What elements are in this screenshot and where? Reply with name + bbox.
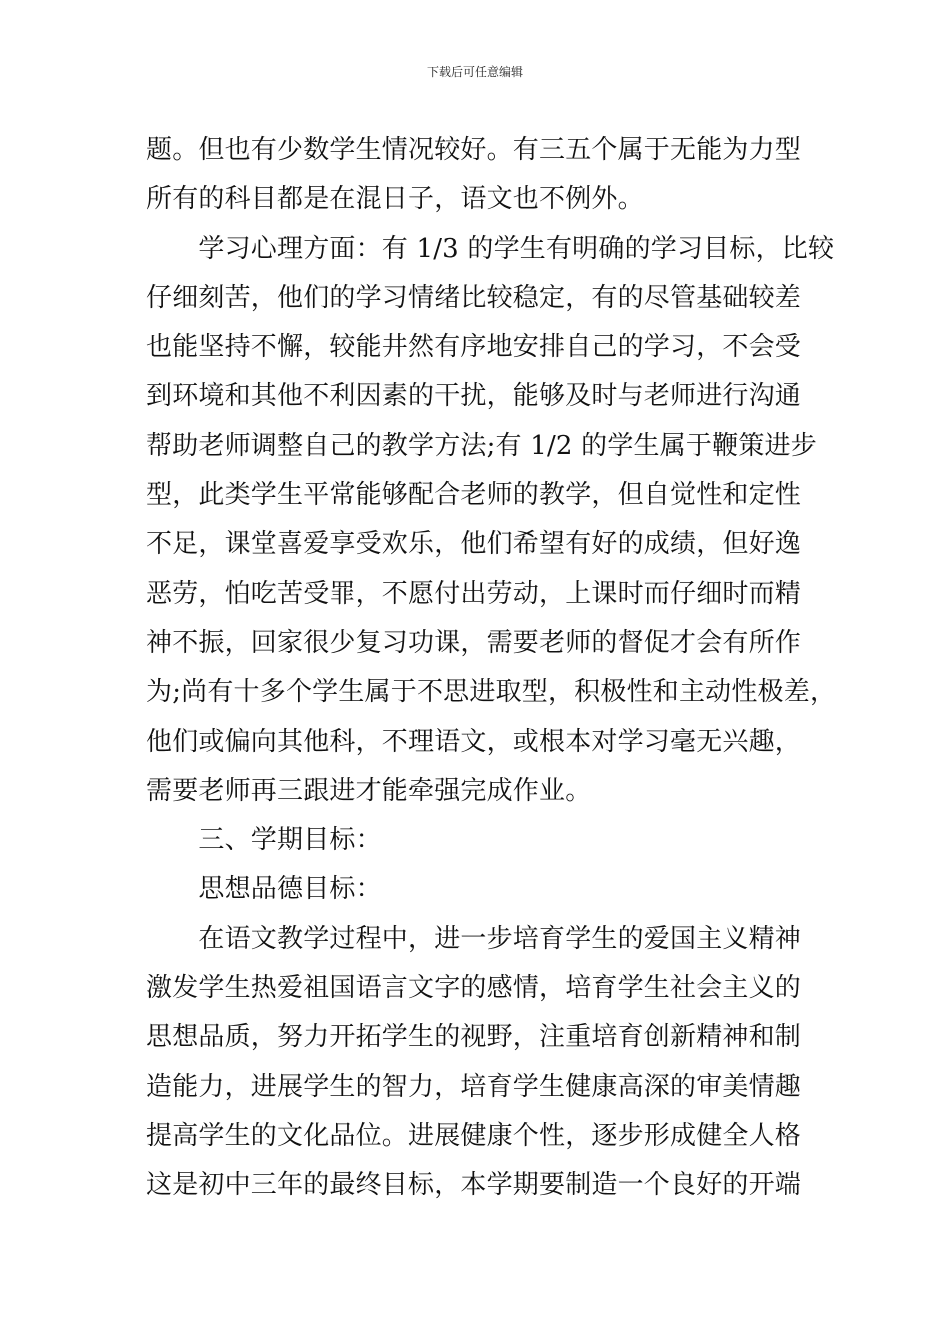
text-line: 为;尚有十多个学生属于不思进取型，积极性和主动性极差， (146, 677, 837, 708)
text-line: 激发学生热爱祖国语言文字的感情，培育学生社会主义的 (146, 973, 802, 1004)
section-heading: 三、学期目标： (146, 825, 382, 856)
text-line: 学习心理方面：有 1/3 的学生有明确的学习目标，比较 (146, 233, 835, 264)
text-line: 也能坚持不懈，较能井然有序地安排自己的学习，不会受 (146, 332, 802, 363)
text-line: 造能力，进展学生的智力，培育学生健康高深的审美情趣 (146, 1071, 802, 1102)
text-line: 到环境和其他不利因素的干扰，能够及时与老师进行沟通 (146, 381, 802, 412)
text-line: 他们或偏向其他科，不理语文，或根本对学习毫无兴趣， (146, 726, 802, 757)
text-line: 提高学生的文化品位。进展健康个性，逐步形成健全人格 (146, 1120, 802, 1151)
text-line: 所有的科目都是在混日子，语文也不例外。 (146, 184, 644, 215)
text-line: 恶劳，怕吃苦受罪，不愿付出劳动，上课时而仔细时而精 (146, 578, 802, 609)
text-line: 帮助老师调整自己的教学方法;有 1/2 的学生属于鞭策进步 (146, 430, 817, 461)
page-header: 下载后可任意编辑 (426, 65, 523, 79)
text-line: 在语文教学过程中，进一步培育学生的爱国主义精神 (146, 923, 802, 954)
document-body (146, 126, 836, 1211)
subsection-heading: 思想品德目标： (146, 874, 382, 905)
text-line: 不足，课堂喜爱享受欢乐，他们希望有好的成绩，但好逸 (146, 529, 802, 560)
text-line: 思想品质，努力开拓学生的视野，注重培育创新精神和制 (146, 1022, 802, 1053)
text-line: 需要老师再三跟进才能牵强完成作业。 (146, 775, 592, 806)
text-line: 仔细刻苦，他们的学习情绪比较稳定，有的尽管基础较差 (146, 282, 802, 313)
text-line: 题。但也有少数学生情况较好。有三五个属于无能为力型 (146, 135, 802, 165)
text-line: 这是初中三年的最终目标，本学期要制造一个良好的开端 (146, 1170, 802, 1201)
text-line: 型，此类学生平常能够配合老师的教学，但自觉性和定性 (146, 480, 802, 511)
text-line: 神不振，回家很少复习功课，需要老师的督促才会有所作 (146, 627, 802, 658)
